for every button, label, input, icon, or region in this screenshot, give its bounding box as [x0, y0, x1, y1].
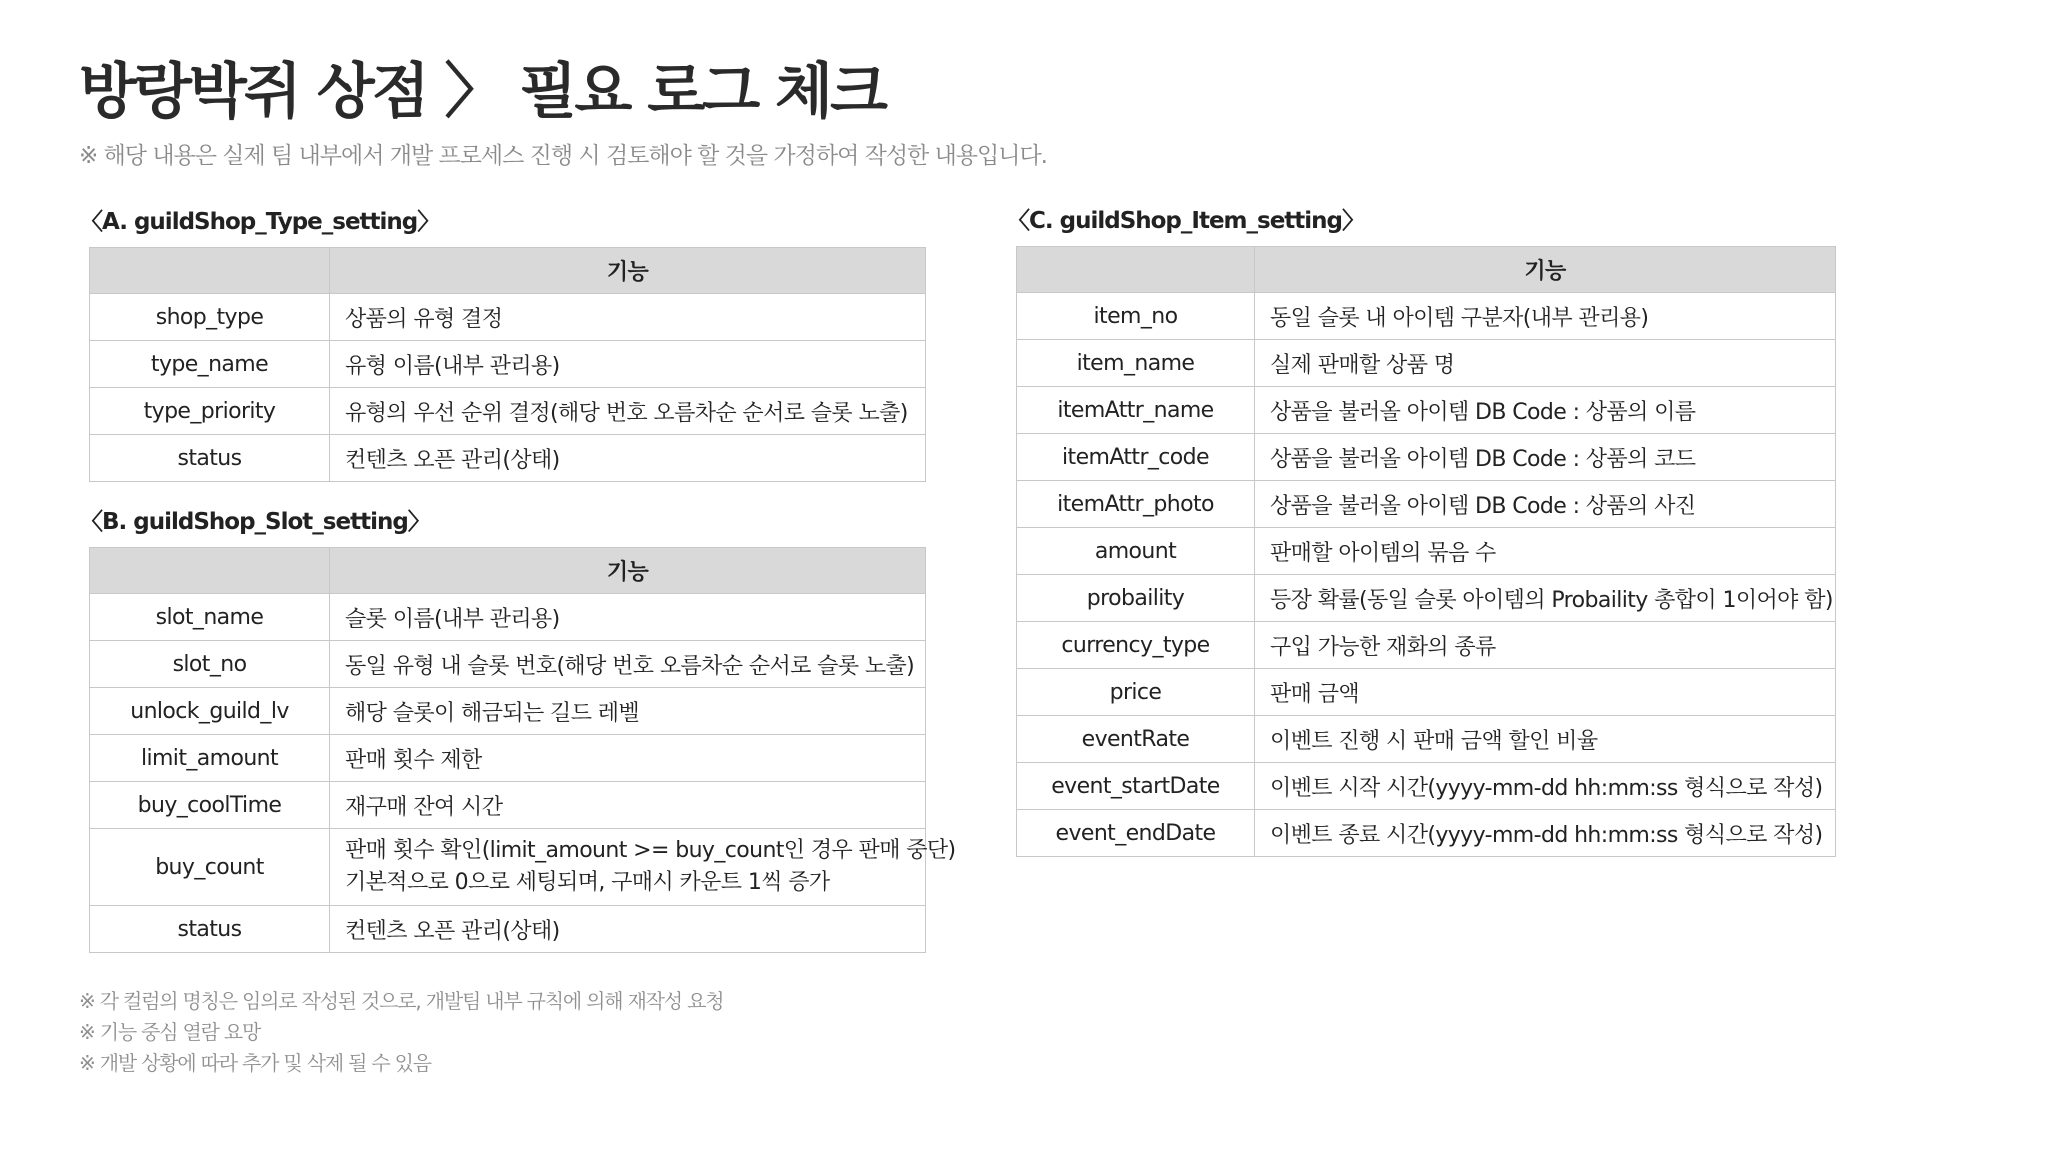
table-row: [1017, 340, 1836, 387]
table-row: [1017, 293, 1836, 340]
column-name-cell: item_name: [1017, 340, 1255, 387]
description-cell: 상품을 불러올 아이템 DB Code : 상품의 코드: [1255, 434, 1836, 481]
table-row: [1017, 716, 1836, 763]
column-name-cell: unlock_guild_lv: [90, 688, 330, 735]
column-name-cell: event_startDate: [1017, 763, 1255, 810]
column-name-cell: type_name: [90, 341, 330, 388]
page-subtitle: ※ 해당 내용은 실제 팀 내부에서 개발 프로세스 진행 시 검토해야 할 것을 가정하여 작성한 내용입니다.: [79, 143, 1047, 169]
footnote: ※ 개발 상황에 따라 추가 및 삭제 될 수 있음: [79, 1051, 431, 1075]
table-row: [90, 435, 926, 482]
table-row: [1017, 810, 1836, 857]
header-function-cell: 기능: [1255, 247, 1836, 293]
description-cell: 이벤트 종료 시간(yyyy-mm-dd hh:mm:ss 형식으로 작성): [1255, 810, 1836, 857]
section-c-table: [1016, 246, 1836, 857]
column-name-cell: slot_no: [90, 641, 330, 688]
section-b-title: 〈B. guildShop_Slot_setting〉: [80, 509, 430, 535]
description-cell: 슬롯 이름(내부 관리용): [330, 594, 926, 641]
table-row: [90, 906, 926, 953]
section-a-title: 〈A. guildShop_Type_setting〉: [80, 209, 440, 235]
header-function-cell: 기능: [330, 548, 926, 594]
description-cell: 등장 확률(동일 슬롯 아이템의 Probaility 총합이 1이어야 함): [1255, 575, 1836, 622]
description-cell: 상품의 유형 결정: [330, 294, 926, 341]
description-cell: 실제 판매할 상품 명: [1255, 340, 1836, 387]
table-row: [1017, 622, 1836, 669]
footnote: ※ 기능 중심 열람 요망: [79, 1020, 261, 1044]
table-header-row: [1017, 247, 1836, 293]
footnote: ※ 각 컬럼의 명칭은 임의로 작성된 것으로, 개발팀 내부 규칙에 의해 재작성 요청: [79, 989, 724, 1013]
table-row: [90, 294, 926, 341]
description-line: 판매 횟수 확인(limit_amount >= buy_count인 경우 판매 중단): [345, 838, 956, 863]
section-b-table: [89, 547, 956, 953]
description-line: 기본적으로 0으로 세팅되며, 구매시 카운트 1씩 증가: [345, 870, 830, 895]
description-cell: 판매 금액: [1255, 669, 1836, 716]
description-cell: 유형의 우선 순위 결정(해당 번호 오름차순 순서로 슬롯 노출): [330, 388, 926, 435]
column-name-cell: slot_name: [90, 594, 330, 641]
description-cell: 이벤트 시작 시간(yyyy-mm-dd hh:mm:ss 형식으로 작성): [1255, 763, 1836, 810]
description-cell: 해당 슬롯이 해금되는 길드 레벨: [330, 688, 926, 735]
column-name-cell: status: [90, 435, 330, 482]
description-cell: [330, 829, 956, 906]
table-row: [90, 829, 926, 906]
column-name-cell: shop_type: [90, 294, 330, 341]
column-name-cell: amount: [1017, 528, 1255, 575]
table-row: [1017, 575, 1836, 622]
description-cell: 컨텐츠 오픈 관리(상태): [330, 906, 926, 953]
table-row: [90, 735, 926, 782]
table-row: [90, 341, 926, 388]
table-row: [90, 388, 926, 435]
column-name-cell: type_priority: [90, 388, 330, 435]
description-cell: 상품을 불러올 아이템 DB Code : 상품의 이름: [1255, 387, 1836, 434]
header-key-cell: [90, 548, 330, 594]
table-row: [1017, 528, 1836, 575]
header-key-cell: [1017, 247, 1255, 293]
column-name-cell: buy_coolTime: [90, 782, 330, 829]
column-name-cell: itemAttr_code: [1017, 434, 1255, 481]
table-row: [1017, 763, 1836, 810]
table-row: [90, 782, 926, 829]
description-cell: 판매할 아이템의 묶음 수: [1255, 528, 1836, 575]
description-cell: 상품을 불러올 아이템 DB Code : 상품의 사진: [1255, 481, 1836, 528]
table-row: [1017, 481, 1836, 528]
column-name-cell: status: [90, 906, 330, 953]
table-row: [90, 688, 926, 735]
column-name-cell: event_endDate: [1017, 810, 1255, 857]
column-name-cell: limit_amount: [90, 735, 330, 782]
description-cell: 구입 가능한 재화의 종류: [1255, 622, 1836, 669]
page-title: 방랑박쥐 상점 〉 필요 로그 체크: [79, 57, 885, 127]
table-row: [1017, 434, 1836, 481]
header-key-cell: [90, 248, 330, 294]
description-cell: 재구매 잔여 시간: [330, 782, 926, 829]
column-name-cell: buy_count: [90, 829, 330, 906]
description-cell: 유형 이름(내부 관리용): [330, 341, 926, 388]
column-name-cell: probaility: [1017, 575, 1255, 622]
description-cell: 이벤트 진행 시 판매 금액 할인 비율: [1255, 716, 1836, 763]
column-name-cell: itemAttr_name: [1017, 387, 1255, 434]
table-row: [1017, 669, 1836, 716]
column-name-cell: itemAttr_photo: [1017, 481, 1255, 528]
table-header-row: [90, 548, 926, 594]
table-row: [90, 641, 926, 688]
description-cell: 판매 횟수 제한: [330, 735, 926, 782]
header-function-cell: 기능: [330, 248, 926, 294]
table-header-row: [90, 248, 926, 294]
footnotes: [79, 986, 723, 1079]
table-row: [90, 594, 926, 641]
description-cell: 컨텐츠 오픈 관리(상태): [330, 435, 926, 482]
description-cell: 동일 유형 내 슬롯 번호(해당 번호 오름차순 순서로 슬롯 노출): [330, 641, 926, 688]
description-cell: 동일 슬롯 내 아이템 구분자(내부 관리용): [1255, 293, 1836, 340]
section-c-title: 〈C. guildShop_Item_setting〉: [1007, 208, 1365, 234]
column-name-cell: currency_type: [1017, 622, 1255, 669]
section-a-table: [89, 247, 926, 482]
column-name-cell: eventRate: [1017, 716, 1255, 763]
table-row: [1017, 387, 1836, 434]
column-name-cell: item_no: [1017, 293, 1255, 340]
column-name-cell: price: [1017, 669, 1255, 716]
